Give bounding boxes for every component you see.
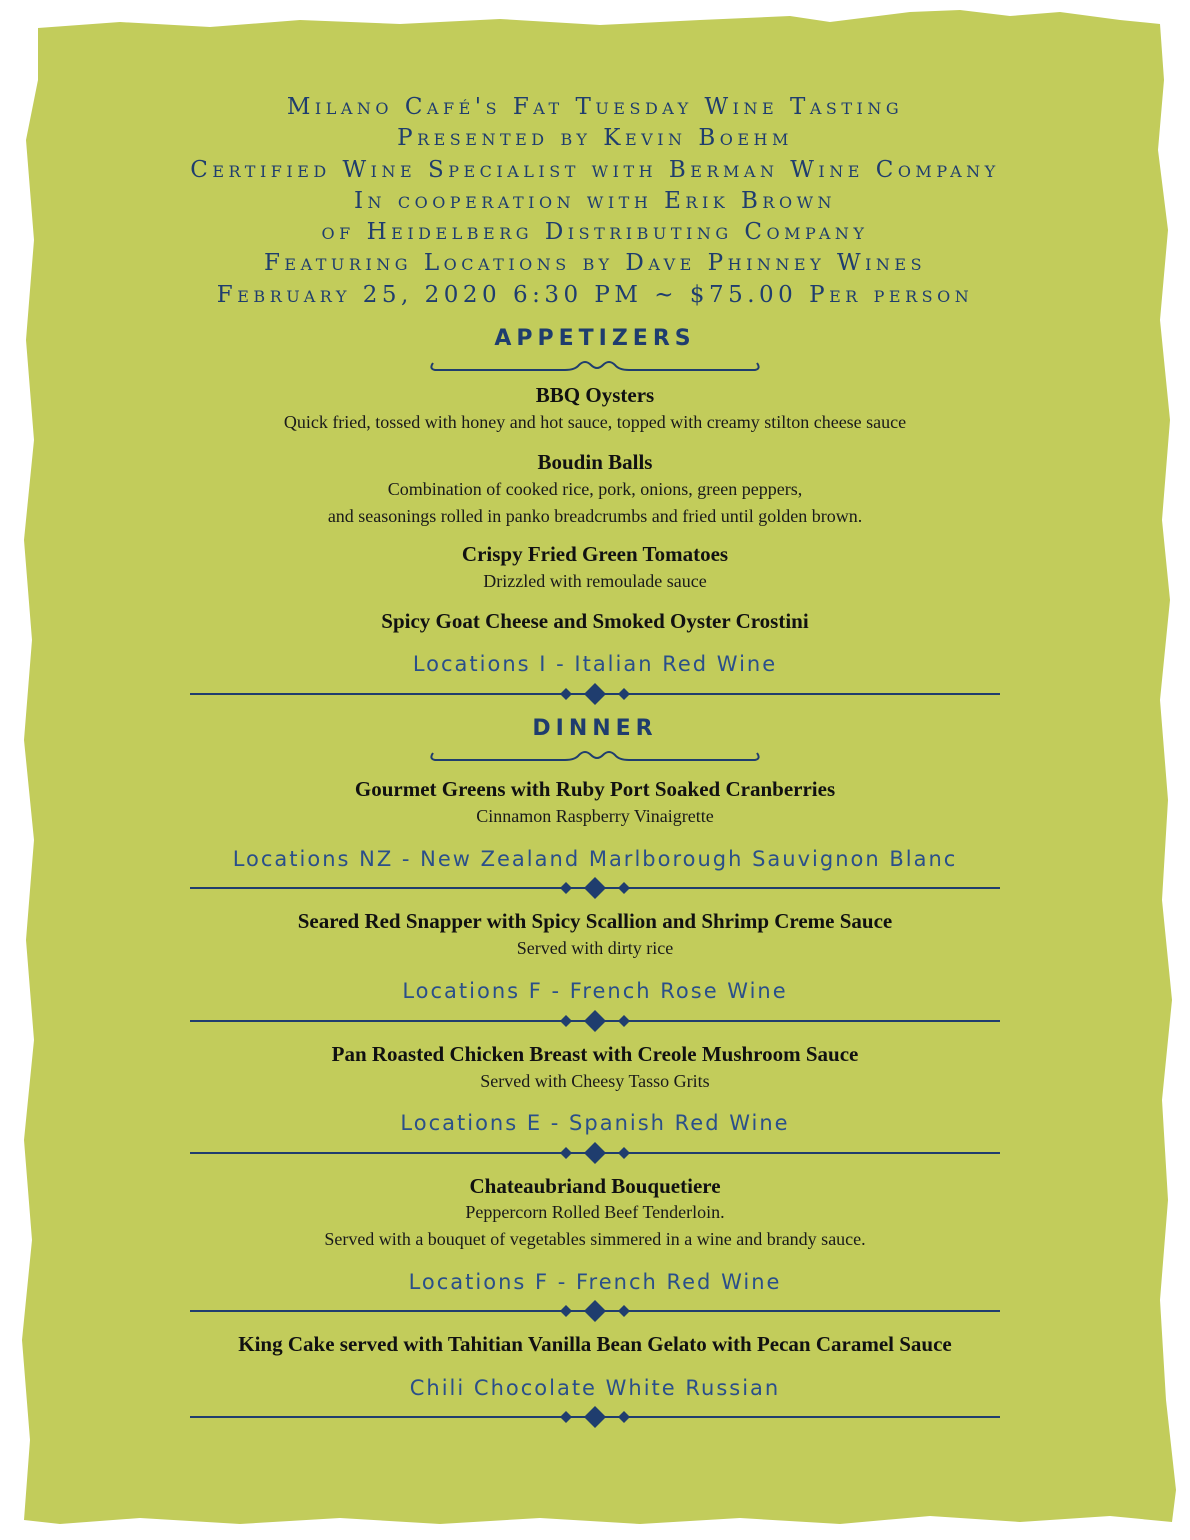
dish-description: Served with Cheesy Tasso Grits: [480, 1071, 710, 1091]
header-line: of Heidelberg Distributing Company: [321, 219, 869, 246]
appetizers-title: APPETIZERS: [494, 326, 696, 351]
diamond-divider: [188, 1300, 1002, 1322]
header-line: Certified Wine Specialist with Berman Wine Company: [190, 156, 1000, 183]
wine-pairing: Locations F - French Red Wine: [408, 1270, 782, 1294]
dish-description: and seasonings rolled in panko breadcrumbs and fried until golden brown.: [327, 506, 863, 526]
dish-description: Served with dirty rice: [516, 938, 674, 958]
wine-pairing: Locations E - Spanish Red Wine: [400, 1111, 790, 1135]
diamond-divider: [188, 1406, 1002, 1428]
dish-description: Peppercorn Rolled Beef Tenderloin.: [465, 1202, 725, 1222]
dish-description: Cinnamon Raspberry Vinaigrette: [476, 806, 714, 826]
dish-name: Seared Red Snapper with Spicy Scallion and Shrimp Creme Sauce: [297, 909, 893, 933]
dish-name: Boudin Balls: [537, 450, 653, 474]
dish-description: Quick fried, tossed with honey and hot sauce, topped with creamy stilton cheese sauce: [283, 412, 907, 432]
header-line: February 25, 2020 6:30 PM ~ $75.00 Per person: [216, 281, 974, 308]
dish-name: Spicy Goat Cheese and Smoked Oyster Crostini: [381, 609, 809, 633]
header-line: Featuring Locations by Dave Phinney Wines: [263, 250, 927, 277]
header-line: Milano Café's Fat Tuesday Wine Tasting: [286, 94, 904, 120]
dish-name: King Cake served with Tahitian Vanilla Bean Gelato with Pecan Caramel Sauce: [238, 1332, 952, 1356]
dinner-title: DINNER: [532, 716, 658, 741]
diamond-divider: [188, 1142, 1002, 1164]
header-line: Presented by Kevin Boehm: [397, 125, 793, 152]
event-header: [0, 92, 1190, 311]
wine-pairing: Locations NZ - New Zealand Marlborough Sauvignon Blanc: [232, 847, 958, 871]
diamond-divider: [188, 683, 1002, 705]
dish-name: Chateaubriand Bouquetiere: [469, 1174, 721, 1198]
dish-description: Drizzled with remoulade sauce: [483, 571, 707, 591]
wine-pairing: Chili Chocolate White Russian: [409, 1376, 781, 1400]
wine-pairing: Locations F - French Rose Wine: [402, 979, 788, 1003]
diamond-divider: [188, 1010, 1002, 1032]
diamond-divider: [188, 877, 1002, 899]
dish-name: BBQ Oysters: [535, 383, 655, 407]
wine-pairing: Locations I - Italian Red Wine: [412, 652, 778, 676]
dish-description: Combination of cooked rice, pork, onions, green peppers,: [387, 479, 803, 499]
flourish-ornament: [425, 746, 765, 768]
dish-name: Crispy Fried Green Tomatoes: [461, 542, 729, 566]
header-line: In cooperation with Erik Brown: [353, 187, 837, 214]
dish-name: Pan Roasted Chicken Breast with Creole Mushroom Sauce: [331, 1042, 859, 1066]
dish-description: Served with a bouquet of vegetables simmered in a wine and brandy sauce.: [324, 1229, 866, 1249]
flourish-ornament: [425, 356, 765, 378]
dish-name: Gourmet Greens with Ruby Port Soaked Cranberries: [354, 777, 836, 801]
